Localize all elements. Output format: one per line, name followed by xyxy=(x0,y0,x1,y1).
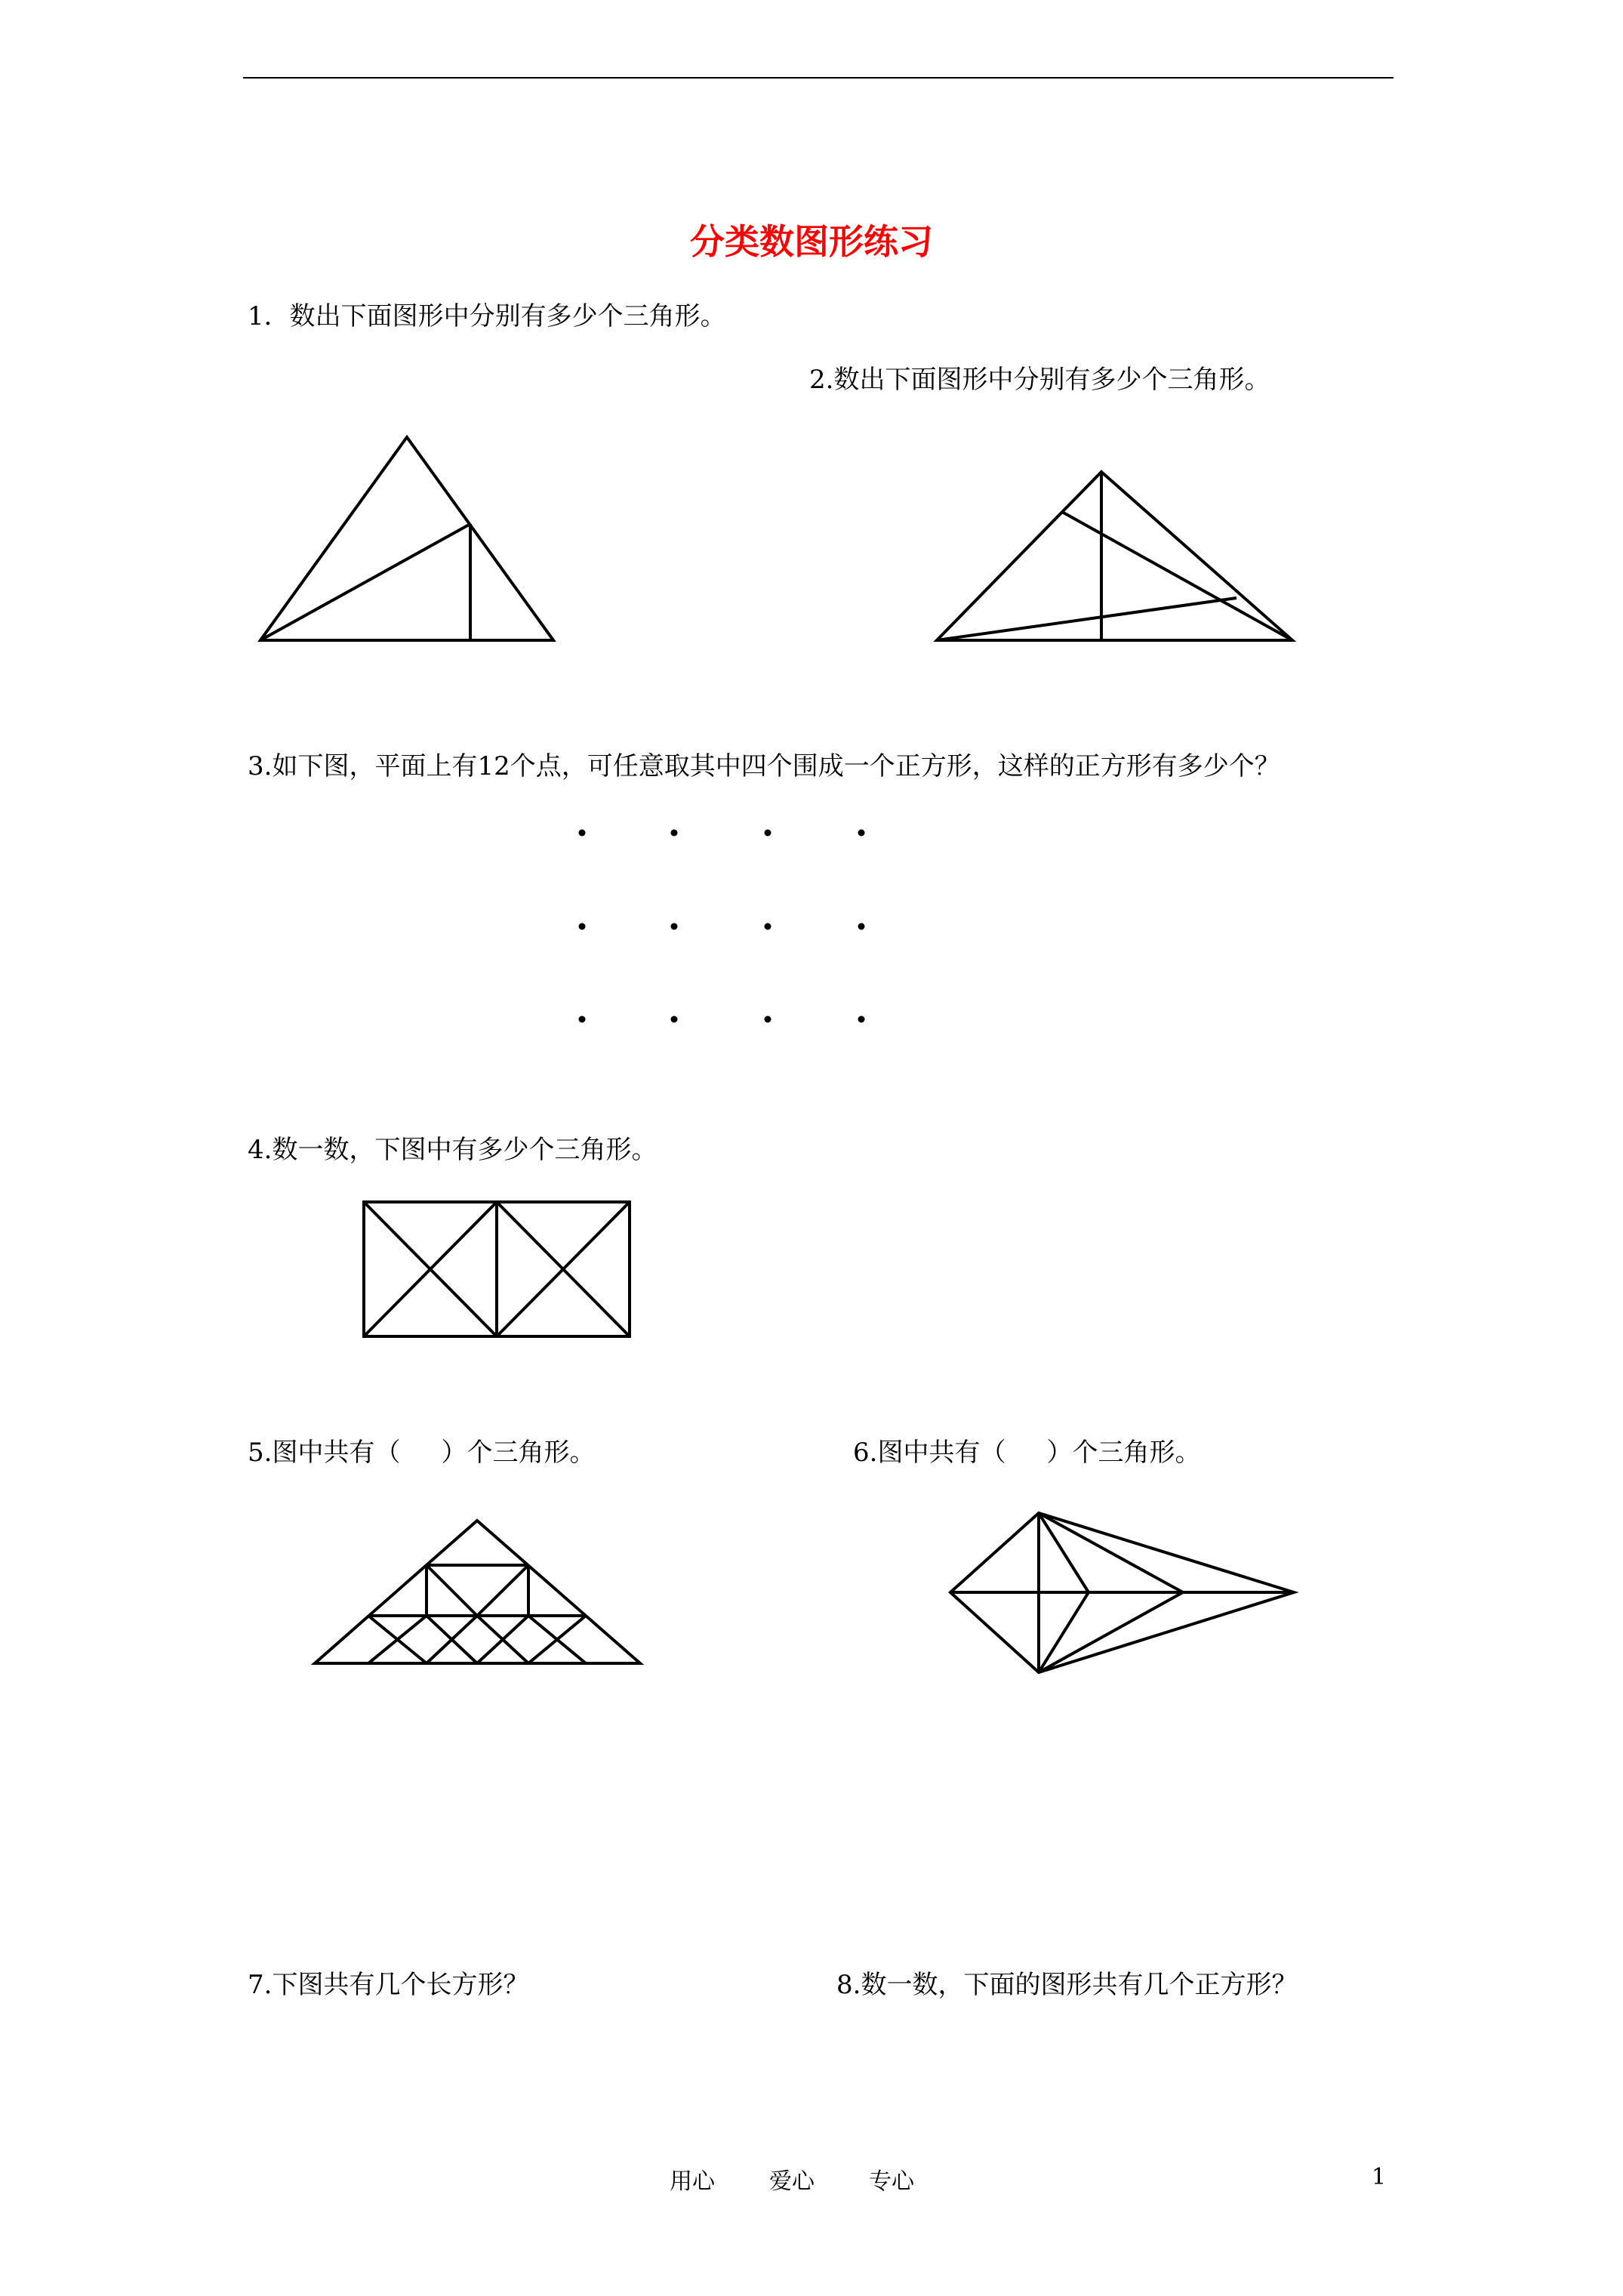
footer-word: 爱心 xyxy=(769,2168,815,2195)
question-4: 4.数一数，下图中有多少个三角形。 xyxy=(248,1135,658,1165)
question-1: 1．数出下面图形中分别有多少个三角形。 xyxy=(248,301,726,331)
question-8: 8.数一数，下面的图形共有几个正方形？ xyxy=(836,1970,1298,2000)
page-title: 分类数图形练习 xyxy=(690,221,933,262)
question-3: 3.如下图，平面上有12个点，可任意取其中四个围成一个正方形，这样的正方形有多少个？ xyxy=(248,751,1280,781)
question-6-text-before: 6.图中共有（ xyxy=(853,1438,1006,1468)
question-5-text-before: 5.图中共有（ xyxy=(248,1438,401,1468)
question-2: 2.数出下面图形中分别有多少个三角形。 xyxy=(809,365,1270,395)
page-number: 1 xyxy=(1372,2164,1387,2190)
footer-word: 专心 xyxy=(869,2168,914,2195)
footer-word: 用心 xyxy=(670,2168,715,2195)
question-5-text-after: ）个三角形。 xyxy=(441,1438,596,1468)
question-6-text-after: ）个三角形。 xyxy=(1046,1438,1201,1468)
question-7: 7.下图共有几个长方形？ xyxy=(248,1970,529,2000)
